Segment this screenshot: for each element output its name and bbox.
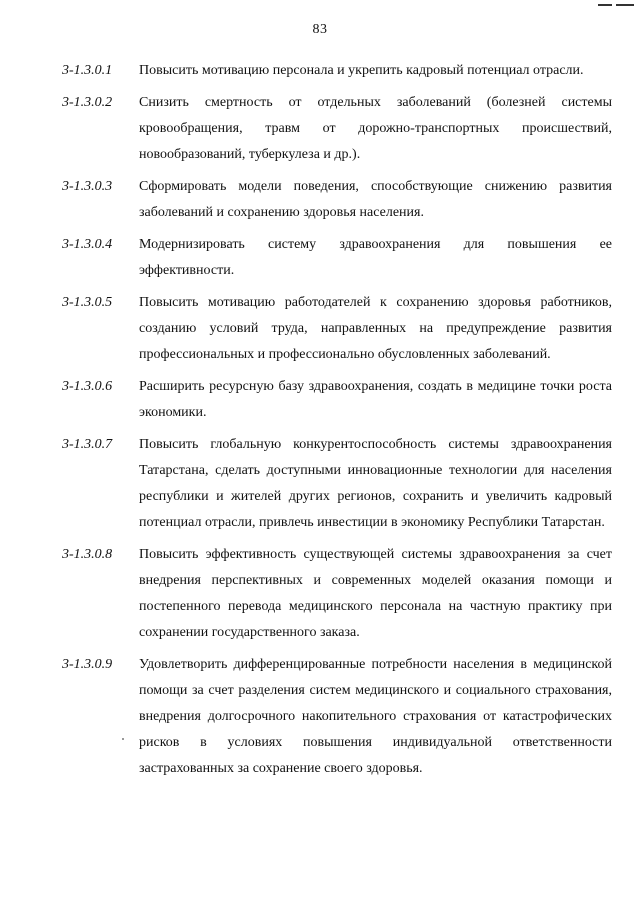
item-code: 3-1.3.0.1 [62, 63, 113, 78]
list-item [62, 174, 612, 226]
scan-speck [122, 738, 124, 740]
item-text: Расширить ресурсную базу здравоохранения, создать в медицине точки роста экономики. [139, 379, 612, 420]
item-code: 3-1.3.0.3 [62, 179, 113, 194]
list-item [62, 542, 612, 646]
list-item [62, 432, 612, 536]
item-text: Снизить смертность от отдельных заболеваний (болезней системы кровообращения, травм от дорожно-транспортных происшествий, новообразований, туберкулеза и др.). [139, 95, 612, 162]
goals-list [62, 58, 612, 788]
scan-corner-mark [598, 2, 634, 8]
item-code: 3-1.3.0.7 [62, 437, 113, 452]
page-number: 83 [312, 22, 328, 37]
list-item [62, 374, 612, 426]
item-code: 3-1.3.0.5 [62, 295, 113, 310]
item-text: Удовлетворить дифференцированные потребности населения в медицинской помощи за счет разделения систем медицинского и социального страхования, внедрения долгосрочного накопительного страхования от катастрофических рисков в условиях повышения индивидуальной ответственности застрахованных за сохранение своего здоровья. [139, 657, 612, 776]
item-text: Повысить мотивацию персонала и укрепить кадровый потенциал отрасли. [139, 63, 584, 78]
item-code: 3-1.3.0.9 [62, 657, 113, 672]
item-text: Повысить мотивацию работодателей к сохранению здоровья работников, созданию условий труда, направленных на предупреждение развития профессиональных и профессионально обусловленных заболеваний. [139, 295, 612, 362]
item-code: 3-1.3.0.8 [62, 547, 113, 562]
item-text: Повысить глобальную конкурентоспособность системы здравоохранения Татарстана, сделать доступными инновационные технологии для населения республики и жителей других регионов, сохранить и увеличить кадровый потенциал отрасли, привлечь инвестиции в экономику Республики Татарстан. [139, 437, 612, 530]
item-text: Модернизировать систему здравоохранения для повышения ее эффективности. [139, 237, 612, 278]
item-code: 3-1.3.0.6 [62, 379, 113, 394]
item-text: Повысить эффективность существующей системы здравоохранения за счет внедрения перспективных и современных моделей оказания помощи и постепенного перевода медицинского персонала на частную практику при сохранении государственного заказа. [139, 547, 612, 640]
list-item [62, 290, 612, 368]
list-item [62, 232, 612, 284]
list-item [62, 652, 612, 782]
item-text: Сформировать модели поведения, способствующие снижению развития заболеваний и сохранению здоровья населения. [139, 179, 612, 220]
list-item [62, 90, 612, 168]
item-code: 3-1.3.0.2 [62, 95, 113, 110]
list-item [62, 58, 612, 84]
item-code: 3-1.3.0.4 [62, 237, 113, 252]
